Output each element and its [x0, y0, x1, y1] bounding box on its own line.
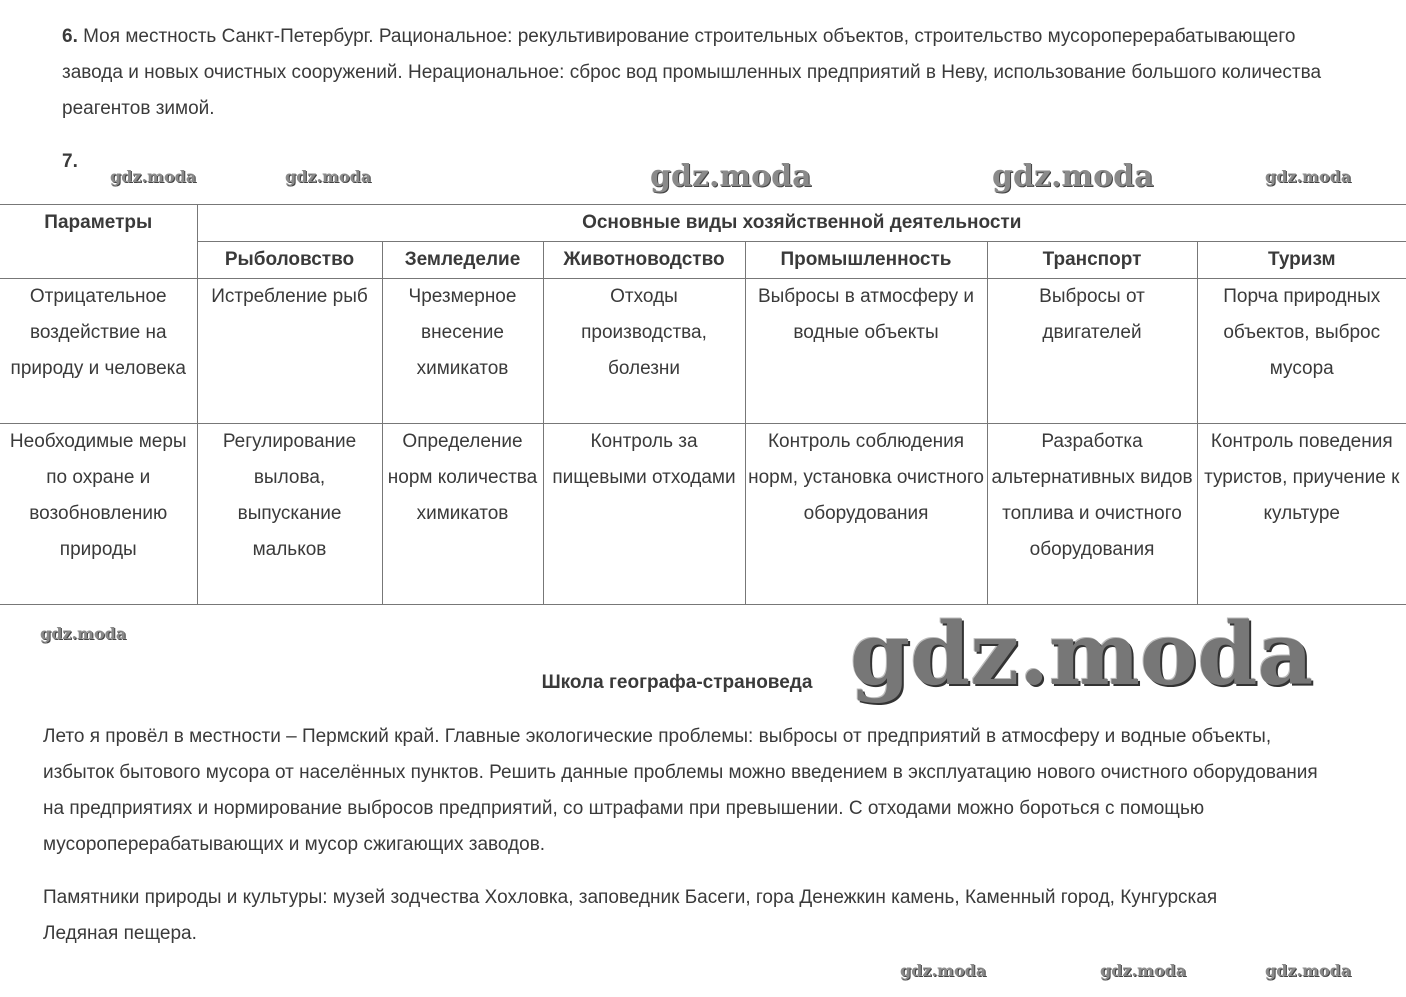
table-subheader-row: [0, 242, 1406, 279]
table-cell: Выбросы в атмосферу и водные объекты: [745, 279, 987, 424]
section-paragraph-1: Лето я провёл в местности – Пермский край. Главные экологические проблемы: выбросы от предприятий в атмосферу и водные объекты, избыток бытового мусора от населённых пунктов. Решить данные проблемы можно введением в эксплуатацию нового очистного оборудования на предприятиях и нормирование выбросов предприятий, со штрафами при превышении. С отходами можно бороться с помощью мусороперерабатывающих и мусор сжигающих заводов.: [43, 726, 1318, 855]
table-cell: Контроль за пищевыми отходами: [543, 424, 745, 605]
task-6-number: 6.: [62, 26, 78, 47]
column-header: Рыболовство: [197, 242, 382, 279]
table-cell: Контроль поведения туристов, приучение к культуре: [1197, 424, 1406, 605]
watermark: gdz.moda: [992, 159, 1154, 194]
task-7-number: 7.: [62, 151, 78, 172]
watermark: gdz.moda: [1265, 961, 1352, 980]
table-cell: Определение норм количества химикатов: [382, 424, 543, 605]
column-header: Промышленность: [745, 242, 987, 279]
column-header: Животноводство: [543, 242, 745, 279]
task-6-paragraph: [62, 19, 1342, 127]
column-header: Земледелие: [382, 242, 543, 279]
row-label: Необходимые меры по охране и возобновлению природы: [0, 424, 197, 605]
watermark: gdz.moda: [110, 167, 197, 186]
table-cell: Чрезмерное внесение химикатов: [382, 279, 543, 424]
table-cell: Истребление рыб: [197, 279, 382, 424]
section-title: Школа географа-страноведа: [541, 672, 813, 693]
watermark: gdz.moda: [900, 961, 987, 980]
table-row: [0, 424, 1406, 605]
activity-table: [0, 204, 1406, 605]
watermark: gdz.moda: [1265, 167, 1352, 186]
table-cell: Разработка альтернативных видов топлива и очистного оборудования: [987, 424, 1197, 605]
task-6-text: Моя местность Санкт-Петербург. Рациональное: рекультивирование строительных объектов, строительство мусороперерабатывающего завода и новых очистных сооружений. Нерациональное: сброс вод промышленных предприятий в Неву, использование большого количества реагентов зимой.: [62, 26, 1322, 119]
table-cell: Отходы производства, болезни: [543, 279, 745, 424]
table-cell: Контроль соблюдения норм, установка очистного оборудования: [745, 424, 987, 605]
section-paragraph-2: Памятники природы и культуры: музей зодчества Хохловка, заповедник Басеги, гора Денежкин камень, Каменный город, Кунгурская Ледяная пещера.: [43, 887, 1218, 944]
table-cell: Порча природных объектов, выброс мусора: [1197, 279, 1406, 424]
watermark: gdz.moda: [285, 167, 372, 186]
param-header: Параметры: [0, 205, 197, 279]
column-header: Транспорт: [987, 242, 1197, 279]
table-row: [0, 279, 1406, 424]
watermark: gdz.moda: [850, 604, 1314, 705]
table-cell: Регулирование вылова, выпускание мальков: [197, 424, 382, 605]
table-header-row: [0, 205, 1406, 242]
watermark: gdz.moda: [40, 624, 127, 643]
watermark: gdz.moda: [650, 159, 812, 194]
column-header: Туризм: [1197, 242, 1406, 279]
row-label: Отрицательное воздействие на природу и человека: [0, 279, 197, 424]
table-cell: Выбросы от двигателей: [987, 279, 1197, 424]
group-header: Основные виды хозяйственной деятельности: [197, 205, 1406, 242]
watermark: gdz.moda: [1100, 961, 1187, 980]
